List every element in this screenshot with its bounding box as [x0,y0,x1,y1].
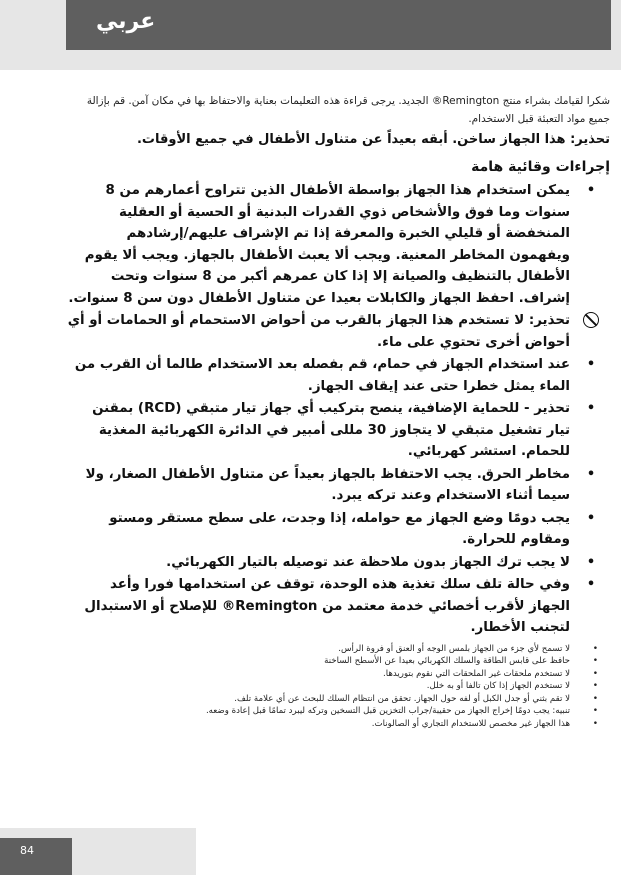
list-item: • تنبيه: يجب دومًا إخراج الجهاز من حقيبة/جراب التخزين قبل التسخين وتركه ليبرد تمامًا قبل إعادة وضعه. [205,706,598,716]
bullet-icon: • [586,554,596,570]
list-item: • لا تقم بثني أو جدل الكبل أو لفه حول الجهاز. تحقق من انتظام السلك للبحث عن أي علامة تلف. [234,693,598,704]
list-item: • لا يجب ترك الجهاز بدون ملاحظة عند توصيله بالتيار الكهربائي. [66,552,610,574]
list-item: • عند استخدام الجهاز في حمام، قم بفصله بعد الاستخدام طالما أن القرب من الماء يمثل خطرا حتى عند إيقاف الجهاز. [66,354,610,397]
bullet-icon: • [592,643,598,654]
bullet-icon: • [586,401,596,416]
list-item: • لا تسمح لأي جزء من الجهاز بلمس الوجه أو العنق أو فروة الرأس. [338,643,598,654]
bullet-icon: • [592,668,598,679]
list-item: • يمكن استخدام هذا الجهاز بواسطة الأطفال الذين تتراوح أعمارهم من 8 سنوات وما فوق والأشخاص ذوي القدرات البدنية أو الحسية أو العقلية المنخفضة أو قليلي الخبرة والمعرفة إذا تم الإشراف عليهم/إرشادهم ويفهمون المخاطر المعنية. ويجب ألا يعبث الأطفال بالجهاز. ويجب ألا يقوم الأطفال بالتنظيف والصيانة إلا إذا كان عمرهم أكبر من 8 سنوات وتحت إشراف. احفظ الجهاز والكابلات بعيدا عن متناول الأطفال دون سن 8 سنوات. [66,180,610,309]
page-number: 84 [20,844,34,857]
no-bath-icon [583,312,599,328]
list-item: • مخاطر الحرق. يجب الاحتفاظ بالجهاز بعيداً عن متناول الأطفال الصغار، ولا سيما أثناء الاستخدام وعند تركه يبرد. [66,464,610,507]
list-item: • يجب دومًا وضع الجهاز مع حوامله، إذا وجدت، على سطح مستقر ومستو ومقاوم للحرارة. [66,508,610,551]
intro-text: شكرا لقيامك بشراء منتج Remington® الجديد. يرجى قراءة هذه التعليمات بعناية والاحتفاظ بها في مكان آمن. قم بإزالة جميع مواد التعبئة قبل الاستخدام. [86,95,610,125]
hot-warning: تحذير: هذا الجهاز ساخن. أبقه بعيداً عن متناول الأطفال في جميع الأوقات. [136,132,610,147]
list-item: • لا تستخدم الجهاز إذا كان تالفا أو به خلل. [426,681,598,691]
bullet-icon: • [592,718,598,729]
list-item: • تحذير - للحماية الإضافية، ينصح بتركيب أي جهاز تيار متبقي (RCD) بمقنن تيار تشغيل متبقي لا يتجاوز 30 مللى أمبير في الدائرة الكهربائية المغذية للحمام. استشر كهربائي. [66,398,610,463]
bullet-icon: • [592,693,598,704]
safety-list [66,180,610,639]
list-item: • حافظ على قابس الطاقة والسلك الكهربائي بعيدا عن الأسطح الساخنة [324,656,598,666]
bullet-icon: • [586,510,596,526]
bullet-icon: • [586,183,596,198]
list-item: • لا تستخدم ملحقات غير الملحقات التي نقوم بتوريدها. [383,668,598,679]
bullet-icon: • [586,357,596,372]
language-header [66,0,611,50]
list-item: • هذا الجهاز غير مخصص للاستخدام التجاري أو الصالونات. [371,718,598,729]
bullet-icon: • [592,656,598,666]
list-item: تحذير: لا تستخدم هذا الجهاز بالقرب من أحواض الاستحمام أو الحمامات أو أي أحواض أخرى تحتوي على ماء. [66,310,610,353]
bullet-icon: • [592,706,598,716]
bullet-icon: • [586,577,596,592]
list-item: • وفي حالة تلف سلك تغذية هذه الوحدة، توقف عن استخدامها فورا وأعد الجهاز لأقرب أخصائي خدمة معتمد من Remington® للإصلاح أو الاستبدال لتجنب الأخطار. [66,574,610,639]
language-label: عربي [96,9,156,34]
page-number-box [0,838,72,875]
section-title: إجراءات وقائية هامة [471,159,610,175]
small-safety-list [66,643,610,731]
bullet-icon: • [586,466,596,482]
bullet-icon: • [592,681,598,691]
page-content [66,92,610,730]
